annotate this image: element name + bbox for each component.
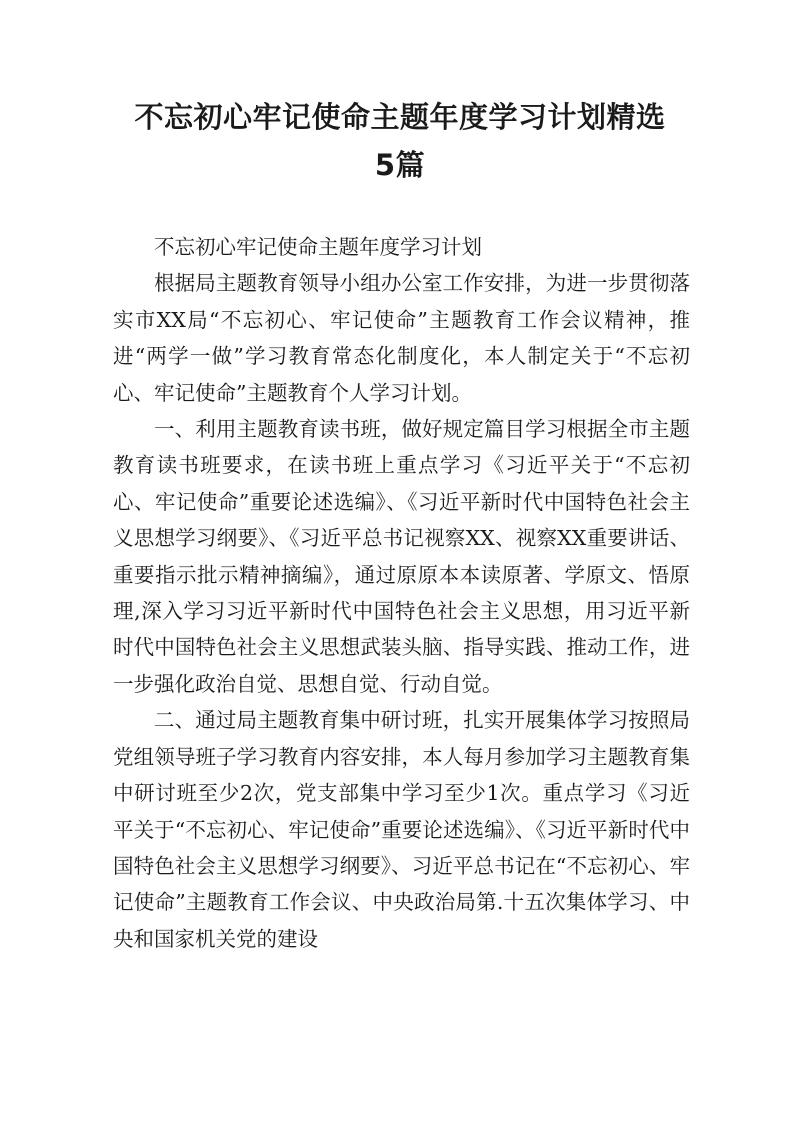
section-one-paragraph: 一、利用主题教育读书班，做好规定篇目学习根据全市主题教育读书班要求，在读书班上重点学习《习近平关于“不忘初心、牢记使命”重要论述选编》、《习近平新时代中国特色社会主义思想学习纲要》、《习近平总书记视察XX、视察XX重要讲话、重要指示批示精神摘编》，通过原原本本读原著、学原文、悟原理,深入学习习近平新时代中国特色社会主义思想，用习近平新时代中国特色社会主义思想武装头脑、指导实践、推动工作，进一步强化政治自觉、思想自觉、行动自觉。 (113, 417, 690, 696)
document-title (100, 93, 700, 189)
subtitle-paragraph: 不忘初心牢记使命主题年度学习计划 (154, 235, 482, 259)
intro-paragraph: 根据局主题教育领导小组办公室工作安排，为进一步贯彻落实市XX局“不忘初心、牢记使命”主题教育工作会议精神，推进“两学一做”学习教育常态化制度化，本人制定关于“不忘初心、牢记使命”主题教育个人学习计划。 (113, 271, 690, 405)
document-body (113, 229, 690, 957)
title-line-2: 5篇 (374, 148, 426, 182)
title-line-1: 不忘初心牢记使命主题年度学习计划精选 (134, 100, 666, 134)
section-two-paragraph: 二、通过局主题教育集中研讨班，扎实开展集体学习按照局党组领导班子学习教育内容安排，本人每月参加学习主题教育集中研讨班至少2次，党支部集中学习至少1次。重点学习《习近平关于“不忘初心、牢记使命”重要论述选编》、《习近平新时代中国特色社会主义思想学习纲要》、习近平总书记在“不忘初心、牢记使命”主题教育工作会议、中央政治局第.十五次集体学习、中央和国家机关党的建设 (113, 708, 690, 951)
